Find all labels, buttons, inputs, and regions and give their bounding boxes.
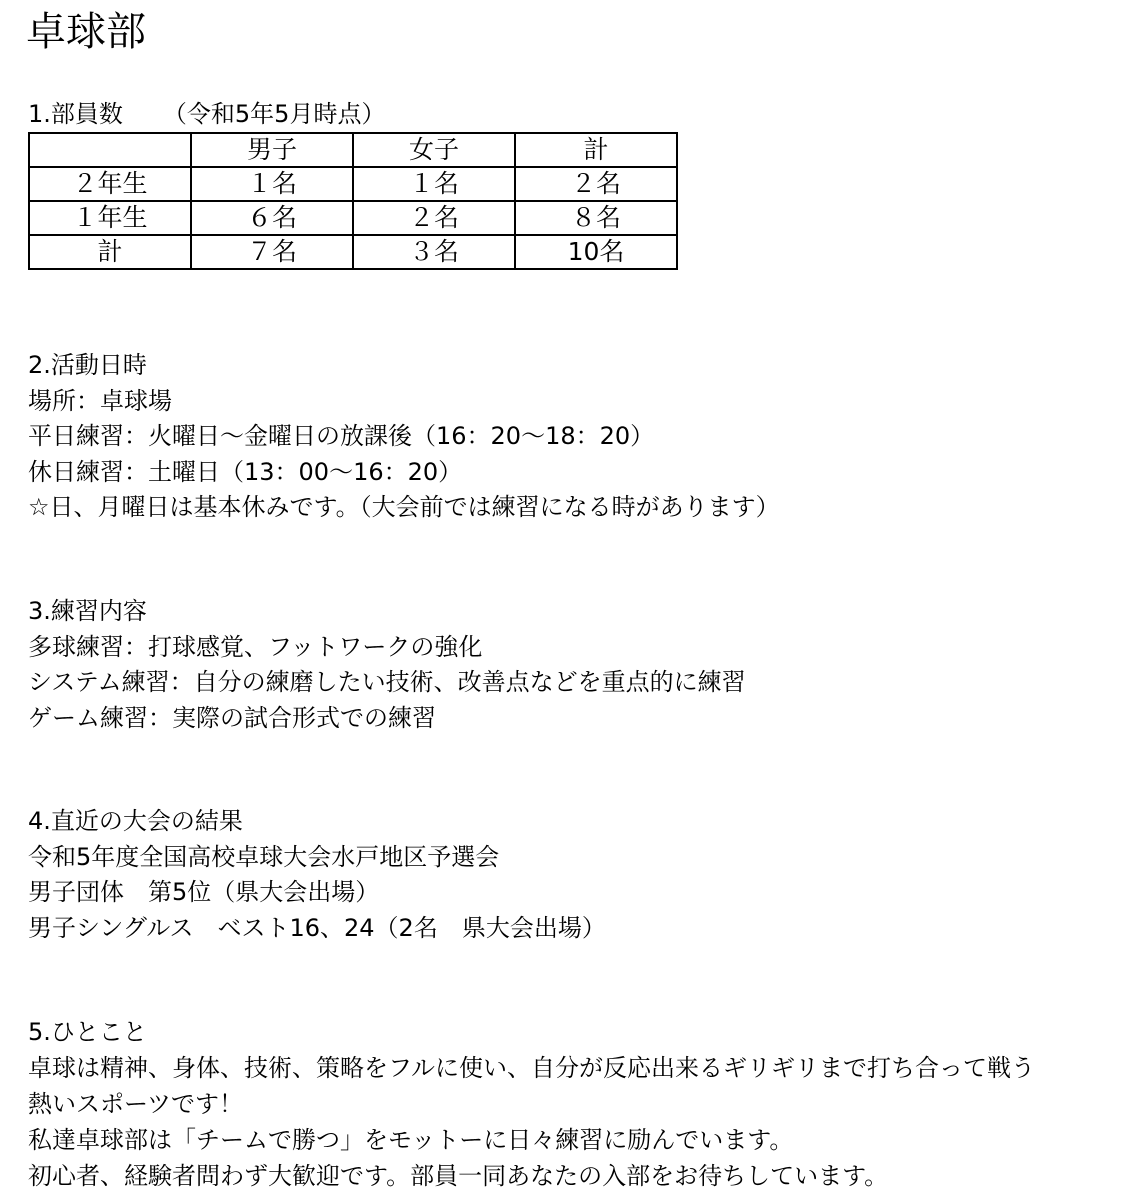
row-label-cell: １年生 xyxy=(29,201,191,235)
table-header-cell: 計 xyxy=(515,133,677,167)
schedule-line: ☆日、月曜日は基本休みです。（大会前では練習になる時があります） xyxy=(28,493,780,521)
practice-section xyxy=(28,594,746,736)
table-row xyxy=(29,235,677,269)
results-section xyxy=(28,804,606,946)
page-title: 卓球部 xyxy=(26,9,146,55)
results-line: 男子シングルス ベスト16、24（2名 県大会出場） xyxy=(28,913,606,942)
boys-count-cell: ７名 xyxy=(191,235,353,269)
girls-count-cell: １名 xyxy=(353,167,515,201)
practice-line: システム練習：自分の練磨したい技術、改善点などを重点的に練習 xyxy=(28,668,746,696)
table-header-cell: 女子 xyxy=(353,133,515,167)
schedule-line: 平日練習：火曜日～金曜日の放課後（16：20～18：20） xyxy=(28,422,655,450)
members-date-note: （令和5年5月時点） xyxy=(162,100,386,128)
members-section-heading xyxy=(28,98,385,130)
practice-line: 多球練習：打球感覚、フットワークの強化 xyxy=(28,632,483,661)
table-row xyxy=(29,167,677,201)
members-heading-label: 1.部員数 xyxy=(28,100,123,128)
members-table xyxy=(28,132,678,270)
row-label-cell: ２年生 xyxy=(29,167,191,201)
table-header-cell: 男子 xyxy=(191,133,353,167)
results-line: 令和5年度全国高校卓球大会水戸地区予選会 xyxy=(28,842,500,871)
message-section xyxy=(28,1014,1035,1194)
schedule-section xyxy=(28,348,780,526)
total-count-cell: 10名 xyxy=(515,235,677,269)
total-count-cell: ２名 xyxy=(515,167,677,201)
message-line: 熱いスポーツです！ xyxy=(28,1090,244,1118)
row-label-cell: 計 xyxy=(29,235,191,269)
table-header-row xyxy=(29,133,677,167)
girls-count-cell: ２名 xyxy=(353,201,515,235)
boys-count-cell: ６名 xyxy=(191,201,353,235)
table-header-cell xyxy=(29,133,191,167)
schedule-heading: 2.活動日時 xyxy=(28,351,147,379)
message-line: 卓球は精神、身体、技術、策略をフルに使い、自分が反応出来るギリギリまで打ち合って戦う xyxy=(28,1054,1036,1082)
results-heading: 4.直近の大会の結果 xyxy=(28,807,243,835)
total-count-cell: ８名 xyxy=(515,201,677,235)
message-line: 私達卓球部は「チームで勝つ」をモットーに日々練習に励んでいます。 xyxy=(28,1126,794,1154)
girls-count-cell: ３名 xyxy=(353,235,515,269)
practice-line: ゲーム練習：実際の試合形式での練習 xyxy=(28,703,436,732)
results-line: 男子団体 第5位（県大会出場） xyxy=(28,878,380,906)
schedule-line: 休日練習：土曜日（13：00～16：20） xyxy=(28,457,463,486)
boys-count-cell: １名 xyxy=(191,167,353,201)
practice-heading: 3.練習内容 xyxy=(28,597,147,625)
schedule-line: 場所：卓球場 xyxy=(28,386,172,415)
message-heading: 5.ひとこと xyxy=(28,1018,147,1046)
message-line: 初心者、経験者問わず大歓迎です。部員一同あなたの入部をお待ちしています。 xyxy=(28,1162,889,1190)
table-row xyxy=(29,201,677,235)
